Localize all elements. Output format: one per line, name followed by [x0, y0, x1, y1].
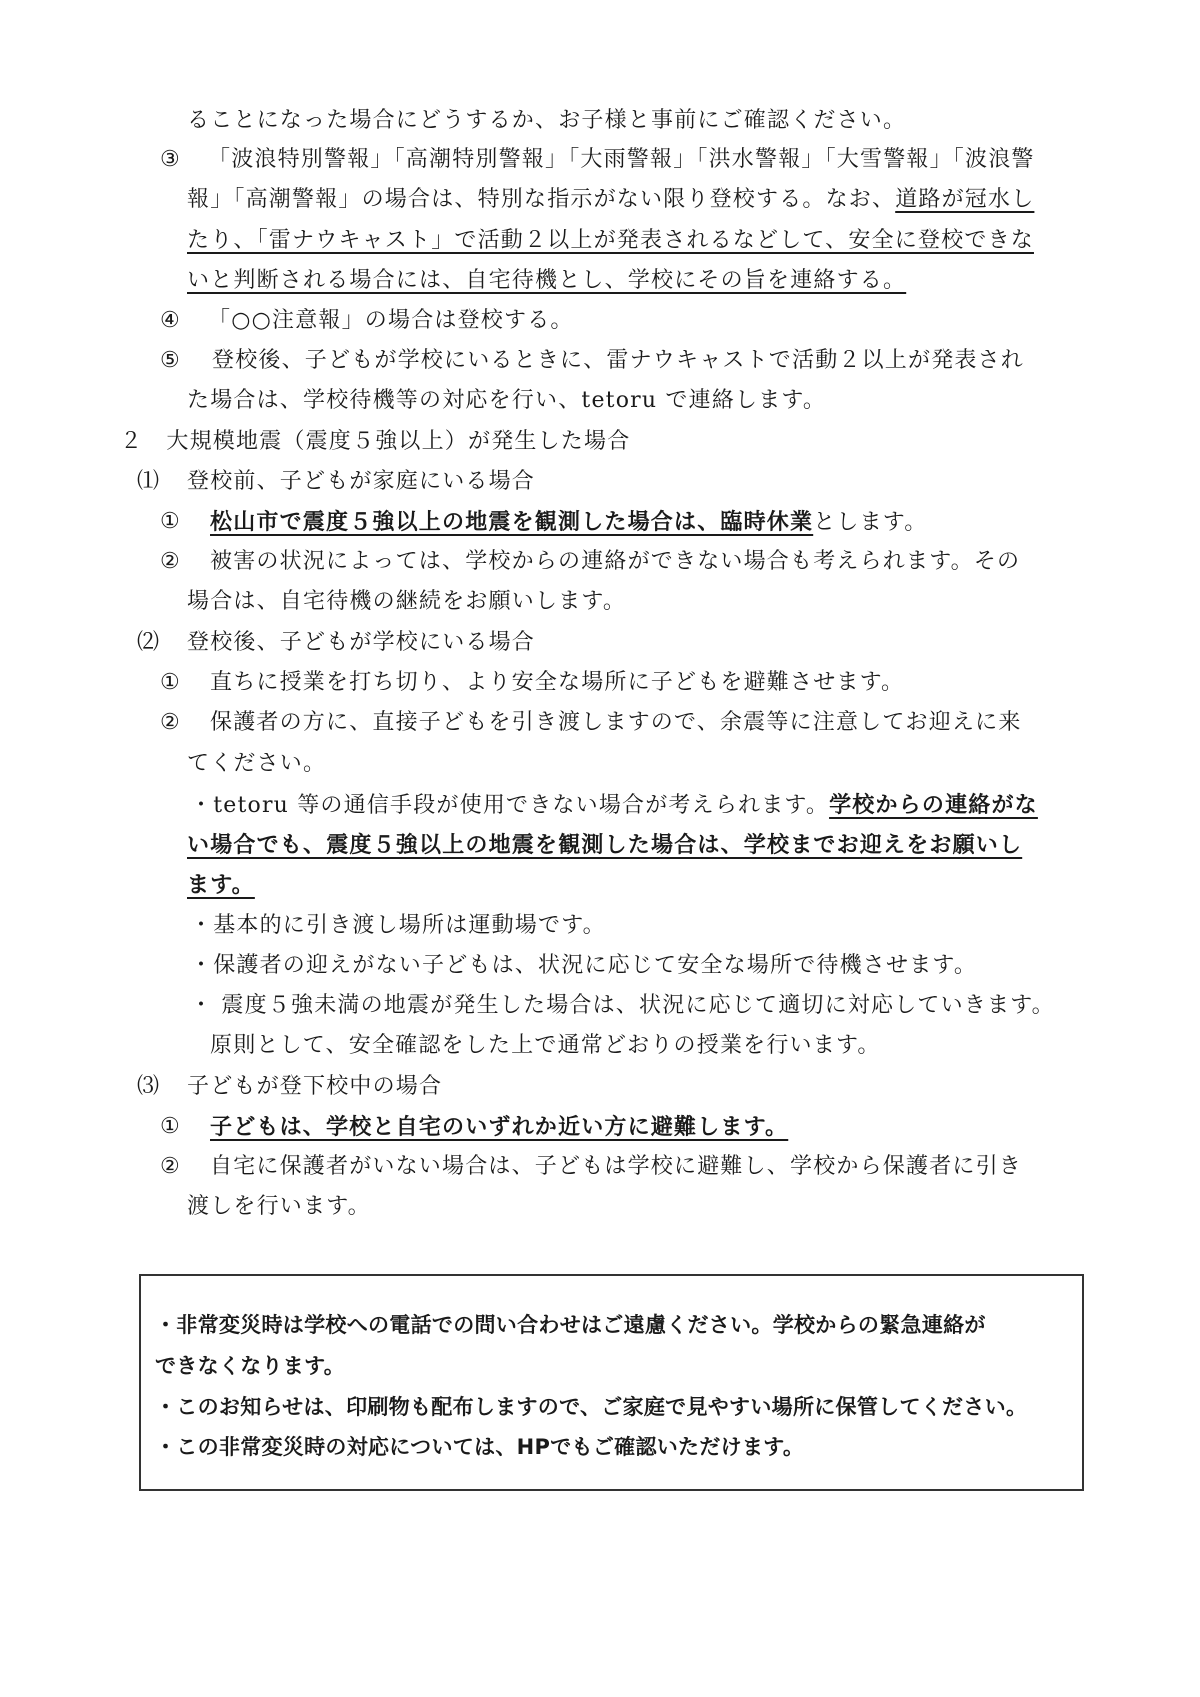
item-marker: ①: [160, 670, 181, 695]
notice-line-3: ・このお知らせは、印刷物も配布しますので、ご家庭で見やすい場所に保管してください。: [155, 1395, 1028, 1419]
subsection-3-item-2-line-2: 渡しを行います。: [187, 1194, 371, 1219]
subsection-3-item-1: 子どもは、学校と自宅のいずれか近い方に避難します。: [210, 1114, 789, 1140]
item-3-line-3: たり、「雷ナウキャスト」で活動２以上が発表されるなどして、安全に登校できな: [187, 228, 1034, 253]
note-1-line-1: ・tetoru 等の通信手段が使用できない場合が考えられます。学校からの連絡がな: [190, 792, 1038, 818]
item-3-line-4: いと判断される場合には、自宅待機とし、学校にその旨を連絡する。: [187, 268, 907, 293]
item-5-line-1: 登校後、子どもが学校にいるときに、雷ナウキャストで活動２以上が発表され: [212, 348, 1025, 373]
subsection-2-item-1: 直ちに授業を打ち切り、より安全な場所に子どもを避難させます。: [210, 670, 905, 695]
notice-line-2: できなくなります。: [155, 1354, 346, 1378]
underlined-text: 道路が冠水し: [895, 187, 1035, 212]
subsection-2-title: 登校後、子どもが学校にいる場合: [187, 630, 536, 655]
emphasis-text: 松山市で震度５強以上の地震を観測した場合は、臨時休業: [210, 509, 814, 535]
item-marker: ②: [160, 710, 181, 735]
note-4-line-1: ・ 震度５強未満の地震が発生した場合は、状況に応じて適切に対応していきます。: [190, 993, 1055, 1018]
note-4-line-2: 原則として、安全確認をした上で通常どおりの授業を行います。: [210, 1033, 881, 1058]
item-marker: ③: [160, 147, 181, 172]
item-marker: ①: [160, 1114, 181, 1139]
subsection-1-item-1: 松山市で震度５強以上の地震を観測した場合は、臨時休業とします。: [210, 509, 928, 535]
notice-box: [139, 1274, 1084, 1491]
subsection-2-item-2-line-1: 保護者の方に、直接子どもを引き渡しますので、余震等に注意してお迎えに来: [210, 710, 1022, 735]
note-3: ・保護者の迎えがない子どもは、状況に応じて安全な場所で待機させます。: [190, 953, 978, 978]
subsection-2-item-2-line-2: てください。: [187, 751, 327, 776]
item-marker: ⑤: [160, 348, 181, 373]
item-marker: ②: [160, 549, 181, 574]
subsection-1-item-2-line-1: 被害の状況によっては、学校からの連絡ができない場合も考えられます。その: [210, 549, 1021, 574]
notice-line-4: ・この非常変災時の対応については、HPでもご確認いただけます。: [155, 1435, 805, 1459]
section-2-heading: ２ 大規模地震（震度５強以上）が発生した場合: [120, 429, 631, 454]
item-5-line-2: た場合は、学校待機等の対応を行い、tetoru で連絡します。: [187, 388, 827, 413]
subsection-3-title: 子どもが登下校中の場合: [187, 1074, 443, 1099]
subsection-1-title: 登校前、子どもが家庭にいる場合: [187, 469, 536, 494]
subsection-3-item-2-line-1: 自宅に保護者がいない場合は、子どもは学校に避難し、学校から保護者に引き: [210, 1154, 1023, 1179]
item-3-line-1: 「波浪特別警報」「高潮特別警報」「大雨警報」「洪水警報」「大雪警報」「波浪警: [208, 147, 1035, 172]
subsection-1-item-2-line-2: 場合は、自宅待機の継続をお願いします。: [187, 589, 627, 614]
note-2: ・基本的に引き渡し場所は運動場です。: [190, 913, 606, 938]
item-marker: ①: [160, 509, 181, 534]
subsection-label: ⑴: [137, 469, 161, 494]
item-marker: ④: [160, 308, 181, 333]
note-1-line-3: ます。: [187, 872, 255, 898]
note-1-line-2: い場合でも、震度５強以上の地震を観測した場合は、学校までお迎えをお願いし: [187, 832, 1023, 858]
subsection-label: ⑶: [137, 1074, 161, 1099]
subsection-label: ⑵: [137, 630, 161, 655]
emphasis-text: 学校からの連絡がな: [829, 792, 1038, 818]
item-3-line-2: 報」「高潮警報」の場合は、特別な指示がない限り登校する。なお、道路が冠水し: [187, 187, 1035, 212]
notice-line-1: ・非常変災時は学校への電話での問い合わせはご遠慮ください。学校からの緊急連絡が: [155, 1313, 986, 1337]
item-marker: ②: [160, 1154, 181, 1179]
paragraph-line: ることになった場合にどうするか、お子様と事前にご確認ください。: [187, 108, 907, 133]
item-4-text: 「○○注意報」の場合は登校する。: [208, 308, 574, 333]
